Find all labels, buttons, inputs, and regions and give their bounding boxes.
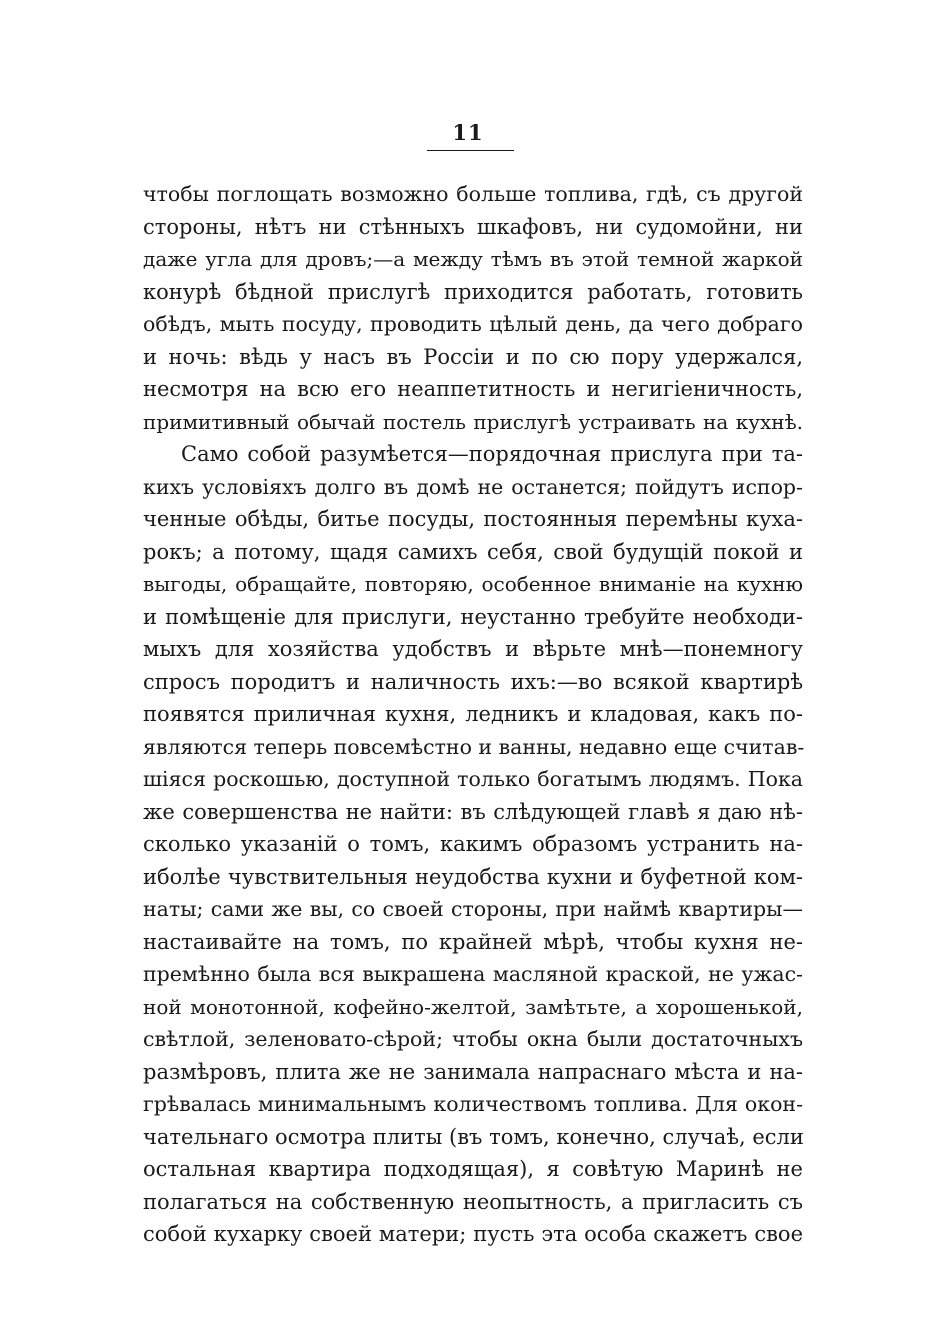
text-line: и ночь: вѣдь у насъ въ Россіи и по сю пору удержался, — [143, 344, 803, 369]
text-line: спросъ породитъ и наличность ихъ:—во всякой квартирѣ — [143, 669, 803, 694]
text-line: примитивный обычай постель прислугѣ устраивать на кухнѣ. — [143, 409, 803, 434]
text-line: являются теперь повсемѣстно и ванны, недавно еще считав- — [143, 734, 805, 759]
text-line: шіяся роскошью, доступной только богатымъ людямъ. Пока — [143, 767, 803, 791]
text-line: рокъ; а потому, щадя самихъ себя, свой будущій покой и — [143, 539, 803, 564]
text-line: размѣровъ, плита же не занимала напраснаго мѣста и на- — [143, 1059, 803, 1084]
text-line: выгоды, обращайте, повторяю, особенное вниманіе на кухню — [143, 572, 803, 596]
text-line: конурѣ бѣдной прислугѣ приходится работать, готовить — [143, 279, 803, 304]
paragraph-first-line: Само собой разумѣется—порядочная прислуга при та- — [181, 442, 803, 466]
text-line: чтобы поглощать возможно больше топлива, гдѣ, съ другой — [143, 182, 803, 206]
text-line: собой кухарку своей матери; пусть эта особа скажетъ свое — [143, 1222, 803, 1246]
text-line: кихъ условіяхъ долго въ домѣ не останется; пойдутъ испор- — [143, 474, 803, 499]
text-line: сколько указаній о томъ, какимъ образомъ устранить на- — [143, 832, 803, 856]
text-line: полагаться на собственную неопытность, а пригласить съ — [143, 1189, 803, 1214]
header-rule — [427, 150, 514, 151]
text-line: несмотря на всю его неаппетитность и негигіеничность, — [143, 377, 803, 401]
text-line: ной монотонной, кофейно-желтой, замѣтьте, а хорошенькой, — [143, 994, 803, 1019]
text-line: появятся приличная кухня, ледникъ и кладовая, какъ по- — [143, 702, 803, 726]
text-line: даже угла для дровъ;—а между тѣмъ въ этой темной жаркой — [143, 247, 803, 271]
text-line: грѣвалась минимальнымъ количествомъ топлива. Для окон- — [143, 1092, 803, 1116]
text-line: свѣтлой, зеленовато-сѣрой; чтобы окна были достаточныхъ — [143, 1027, 803, 1051]
text-line: настаивайте на томъ, по крайней мѣрѣ, чтобы кухня не- — [143, 929, 803, 954]
text-line: остальная квартира подходящая), я совѣтую Маринѣ не — [143, 1157, 803, 1181]
text-line: ченные обѣды, битье посуды, постоянныя перемѣны куха- — [143, 507, 803, 531]
page-number: 11 — [452, 120, 484, 145]
text-line: мыхъ для хозяйства удобствъ и вѣрьте мнѣ—понемногу — [143, 637, 803, 661]
text-line: премѣнно была вся выкрашена масляной краской, не ужас- — [143, 962, 803, 986]
text-line: стороны, нѣтъ ни стѣнныхъ шкафовъ, ни судомойни, ни — [143, 214, 803, 239]
body-text — [143, 178, 803, 1251]
text-line: иболѣе чувствительныя неудобства кухни и буфетной ком- — [143, 864, 803, 889]
text-line: чательнаго осмотра плиты (въ томъ, конечно, случаѣ, если — [143, 1124, 804, 1149]
text-line: обѣдъ, мыть посуду, проводить цѣлый день, да чего добраго — [143, 312, 803, 336]
text-line: наты; сами же вы, со своей стороны, при наймѣ квартиры— — [143, 897, 803, 921]
text-line: же совершенства не найти: въ слѣдующей главѣ я даю нѣ- — [143, 799, 803, 824]
text-line: и помѣщеніе для прислуги, неустанно требуйте необходи- — [143, 604, 803, 629]
